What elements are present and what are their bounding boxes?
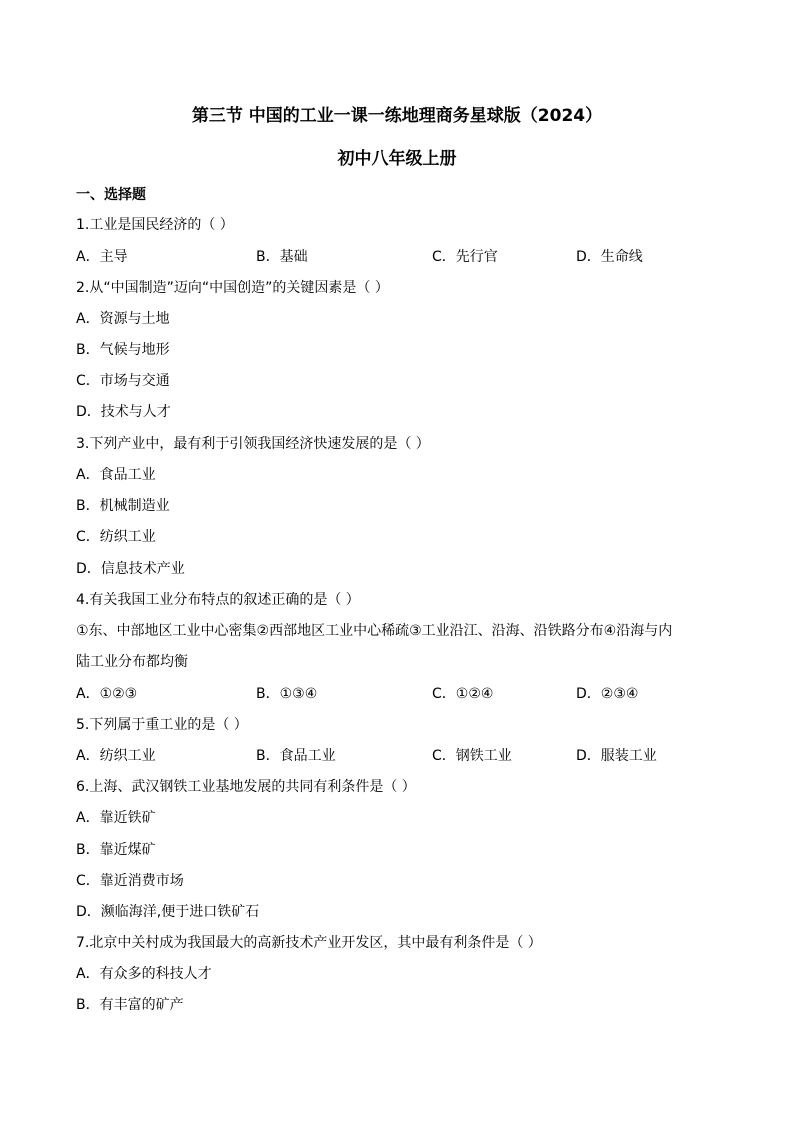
- question-2-option-a: A．资源与土地: [76, 311, 170, 327]
- question-5-option-a: A．纺织工业: [76, 748, 156, 764]
- question-2-stem: 2.从“中国制造”迈向“中国创造”的关键因素是（ ）: [76, 280, 389, 296]
- question-4-option-d: D．②③④: [576, 686, 639, 702]
- question-3-option-a: A．食品工业: [76, 467, 156, 483]
- question-4-option-b: B．①③④: [256, 686, 318, 702]
- question-3-stem: 3.下列产业中，最有利于引领我国经济快速发展的是（ ）: [76, 436, 430, 452]
- question-4-stem-line-3: 陆工业分布都均衡: [76, 654, 188, 670]
- question-2-option-c: C．市场与交通: [76, 373, 170, 389]
- question-5-option-c: C．钢铁工业: [432, 748, 512, 764]
- question-5-stem: 5.下列属于重工业的是（ ）: [76, 717, 248, 733]
- question-4-stem: 4.有关我国工业分布特点的叙述正确的是（ ）: [76, 592, 360, 608]
- question-7-stem: 7.北京中关村成为我国最大的高新技术产业开发区，其中最有利条件是（ ）: [76, 935, 542, 951]
- question-1-option-d: D．生命线: [576, 249, 643, 265]
- question-6-option-b: B．靠近煤矿: [76, 842, 156, 858]
- question-1-option-c: C．先行官: [432, 249, 498, 265]
- question-7-option-a: A．有众多的科技人才: [76, 966, 212, 982]
- question-6-option-a: A．靠近铁矿: [76, 810, 156, 826]
- question-4-option-a: A．①②③: [76, 686, 138, 702]
- question-4-option-c: C．①②④: [432, 686, 494, 702]
- question-4-stem-line-2: ①东、中部地区工业中心密集②西部地区工业中心稀疏③工业沿江、沿海、沿铁路分布④沿海与内: [76, 623, 673, 639]
- question-1-option-b: B．基础: [256, 249, 308, 265]
- question-6-option-d: D．濒临海洋,便于进口铁矿石: [76, 904, 260, 920]
- question-5-option-b: B．食品工业: [256, 748, 336, 764]
- question-3-option-d: D．信息技术产业: [76, 561, 185, 577]
- document-subtitle: 初中八年级上册: [337, 149, 457, 169]
- question-5-option-d: D．服装工业: [576, 748, 657, 764]
- question-6-stem: 6.上海、武汉钢铁工业基地发展的共同有利条件是（ ）: [76, 779, 416, 795]
- section-heading: 一、选择题: [76, 187, 146, 203]
- question-1-option-a: A．主导: [76, 249, 128, 265]
- question-2-option-d: D．技术与人才: [76, 404, 171, 420]
- question-1-stem: 1.工业是国民经济的（ ）: [76, 217, 234, 233]
- question-3-option-c: C．纺织工业: [76, 529, 156, 545]
- question-6-option-c: C．靠近消费市场: [76, 873, 184, 889]
- document-title: 第三节 中国的工业一课一练地理商务星球版（2024）: [191, 106, 603, 126]
- question-7-option-b: B．有丰富的矿产: [76, 997, 184, 1013]
- question-3-option-b: B．机械制造业: [76, 498, 170, 514]
- question-2-option-b: B．气候与地形: [76, 342, 170, 358]
